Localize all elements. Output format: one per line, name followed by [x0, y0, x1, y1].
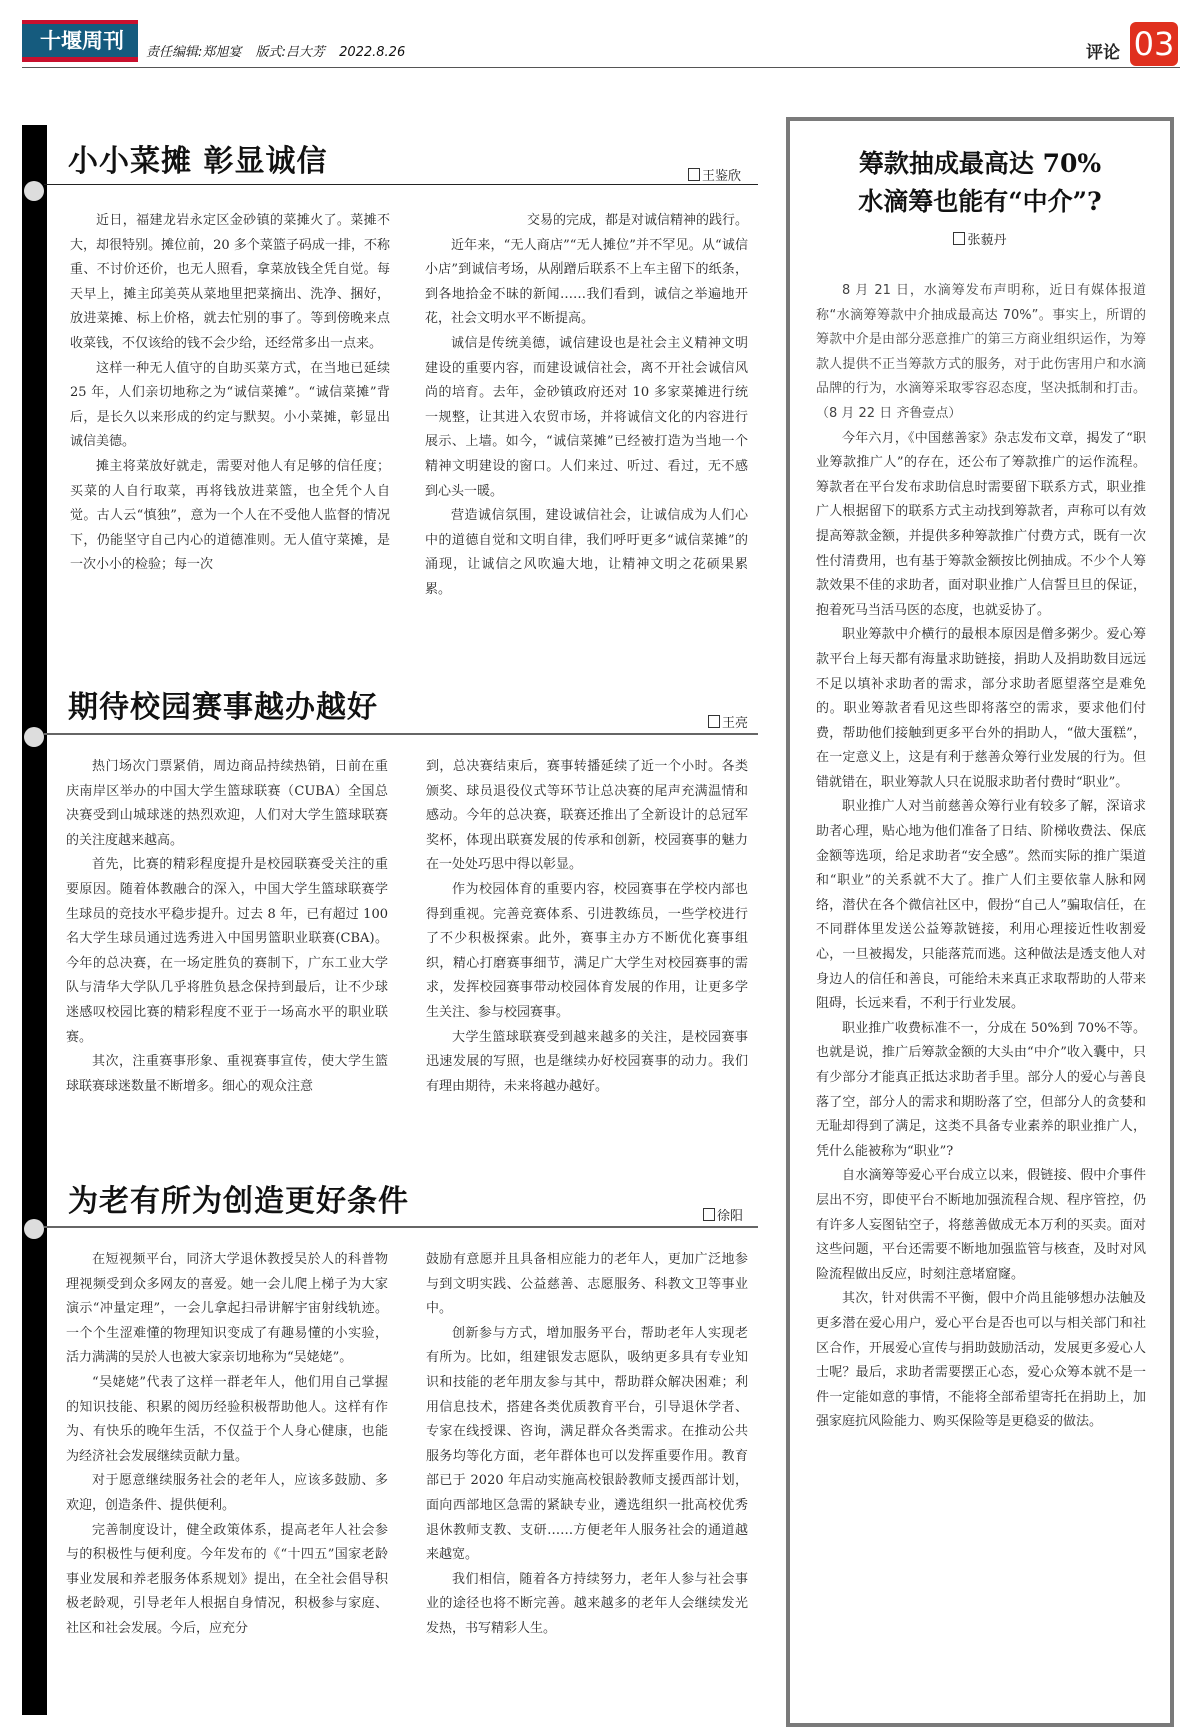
bullet-dot-icon [24, 181, 44, 201]
paragraph: 大学生篮球联赛受到越来越多的关注，是校园赛事迅速发展的写照，也是继续办好校园赛事的动力。我们有理由期待，未来将越办越好。 [426, 1029, 748, 1094]
article-byline [688, 165, 741, 184]
layout-credit: 版式:吕大芳 [255, 45, 325, 60]
bullet-dot-icon [24, 727, 44, 747]
byline-box-icon [953, 232, 965, 245]
paragraph: 我们相信，随着各方持续努力，老年人参与社会事业的途径也将不断完善。越来越多的老年人会继续发光发热，书写精彩人生。 [426, 1571, 748, 1636]
article-byline [703, 1205, 743, 1224]
editor-credit: 责任编辑:郑旭宴 [146, 45, 242, 60]
sidebar-article [786, 117, 1174, 1727]
paragraph: 首先，比赛的精彩程度提升是校园联赛受关注的重要原因。随着体教融合的深入，中国大学生篮球联赛学生球员的竞技水平稳步提升。过去 8 年，已有超过 100 名大学生球员通过选秀进入中国男篮职业联赛(CBA)。今年的总决赛，在一场定胜负的赛制下，广东工业大学队与清华大学队几乎将胜负悬念保持到最后，让不少球迷感叹校园比赛的精彩程度不亚于一场高水平的职业联赛。 [66, 857, 388, 1045]
sidebar-body [816, 279, 1146, 1435]
paragraph: 自水滴筹等爱心平台成立以来，假链接、假中介事件层出不穷，即使平台不断地加强流程合规、程序管控，仍有许多人妄图钻空子，将慈善做成无本万利的买卖。面对这些问题，平台还需要不断地加强监管与核查，及时对风险流程做出反应，时刻注意堵窟窿。 [816, 1168, 1146, 1282]
paragraph: 鼓励有意愿并且具备相应能力的老年人，更加广泛地参与到文明实践、公益慈善、志愿服务、科教文卫等事业中。 [426, 1252, 748, 1317]
paragraph: 近年来，“无人商店”“无人摊位”并不罕见。从“诚信小店”到诚信考场，从剐蹭后联系不上车主留下的纸条，到各地拾金不昧的新闻……我们看到，诚信之举遍地开花，社会文明水平不断提高。 [425, 237, 748, 327]
lead-paragraph: 8 月 21 日，水滴筹发布声明称，近日有媒体报道称“水滴筹筹款中介抽成最高达 70%”。事实上，所谓的筹款中介是由部分恶意推广的第三方商业组织运作，为筹款人提供不正当筹款方式的服务，对于此伤害用户和水滴品牌的行为，水滴筹采取零容忍态度，坚决抵制和打击。（8 月 22 日 齐鲁壹点） [816, 283, 1146, 421]
article-title: 为老有所为创造更好条件 [68, 1184, 409, 1219]
page-number-badge: 03 [1130, 22, 1178, 66]
article-column [426, 1248, 748, 1642]
paragraph: 对于愿意继续服务社会的老年人，应该多鼓励、多欢迎，创造条件、提供便利。 [66, 1473, 388, 1513]
sidebar-title-line: 水滴筹也能有“中介”? [858, 187, 1102, 216]
issue-date: 2022.8.26 [339, 45, 406, 60]
paragraph: 交易的完成，都是对诚信精神的践行。 [526, 213, 748, 228]
paragraph: 诚信是传统美德，诚信建设也是社会主义精神文明建设的重要内容，而建设诚信社会，离不开社会诚信风尚的培育。去年，金砂镇政府还对 10 多家菜摊进行统一规整，让其进入农贸市场，并将诚信文化的内容进行展示、上墙。如今，“诚信菜摊”已经被打造为当地一个精神文明建设的窗口。人们来过、听过、看过，无不感到心头一暖。 [425, 335, 748, 499]
paragraph: 热门场次门票紧俏，周边商品持续热销，日前在重庆南岸区举办的中国大学生篮球联赛（CUBA）全国总决赛受到山城球迷的热烈欢迎，人们对大学生篮球联赛的关注度越来越高。 [66, 759, 388, 848]
paragraph: “吴姥姥”代表了这样一群老年人，他们用自己掌握的知识技能、积累的阅历经验积极帮助他人。这样有作为、有快乐的晚年生活，不仅益于个人身心健康，也能为经济社会发展继续贡献力量。 [66, 1374, 388, 1464]
paragraph: 营造诚信氛围，建设诚信社会，让诚信成为人们心中的道德自觉和文明自律，我们呼吁更多“诚信菜摊”的涌现，让诚信之风吹遍大地，让精神文明之花硕果累累。 [425, 508, 748, 597]
masthead-title: 十堰周刊 [22, 24, 138, 57]
paragraph: 其次，注重赛事形象、重视赛事宣传，使大学生篮球联赛球迷数量不断增多。细心的观众注意 [66, 1054, 388, 1094]
paragraph: 职业筹款中介横行的最根本原因是僧多粥少。爱心筹款平台上每天都有海量求助链接，捐助人及捐助数目远远不足以填补求助者的需求，部分求助者愿望落空是难免的。职业筹款者看见这些即将落空的需求，要求他们付费，帮助他们接触到更多平台外的捐助人，“做大蛋糕”，在一定意义上，这是有利于慈善众筹行业发展的行为。但错就错在，职业筹款人只在说服求助者付费时“职业”。 [816, 627, 1146, 790]
paragraph: 近日，福建龙岩永定区金砂镇的菜摊火了。菜摊不大，却很特别。摊位前，20 多个菜篮子码成一排，不称重、不讨价还价，也无人照看，拿菜放钱全凭自觉。每天早上，摊主邱美英从菜地里把菜摘出、洗净、捆好，放进菜摊、标上价格，就去忙别的事了。等到傍晚来点收菜钱，不仅该给的钱不会少给，还经常多出一点来。 [70, 213, 390, 351]
paragraph: 其次，针对供需不平衡，假中介尚且能够想办法触及更多潜在爱心用户，爱心平台是否也可以与相关部门和社区合作，开展爱心宣传与捐助鼓励活动，发展更多爱心人士呢？最后，求助者需要摆正心态，爱心众筹本就不是一件一定能如意的事情，不能将全部希望寄托在捐助上，加强家庭抗风险能力、购买保险等是更稳妥的做法。 [816, 1291, 1146, 1430]
paragraph: 完善制度设计，健全政策体系，提高老年人社会参与的积极性与便利度。今年发布的《“十四五”国家老龄事业发展和养老服务体系规划》提出，在全社会倡导积极老龄观，引导老年人根据自身情况，积极参与家庭、社区和社会发展。今后，应充分 [66, 1522, 388, 1636]
paragraph: 在短视频平台，同济大学退休教授吴於人的科普物理视频受到众多网友的喜爱。她一会儿爬上梯子为大家演示“冲量定理”，一会儿拿起扫帚讲解宇宙射线轨迹。一个个生涩难懂的物理知识变成了有趣易懂的小实验，活力满满的吴於人也被大家亲切地称为“吴姥姥”。 [66, 1252, 388, 1366]
paragraph: 今年六月，《中国慈善家》杂志发布文章，揭发了“职业筹款推广人”的存在，还公布了筹款推广的运作流程。筹款者在平台发布求助信息时需要留下联系方式，职业推广人根据留下的联系方式主动找到筹款者，声称可以有效提高筹款金额，并提供多种筹款推广付费方式，既有一次性付清费用，也有基于筹款金额按比例抽成。不少个人筹款效果不佳的求助者，面对职业推广人信誓旦旦的保证，抱着死马当活马医的态度，也就妥协了。 [816, 430, 1146, 618]
article-column [70, 209, 390, 578]
author-name: 王亮 [722, 716, 749, 731]
article-column [425, 209, 748, 603]
article-byline [708, 712, 748, 731]
article-column [426, 755, 748, 1099]
article-column [66, 755, 388, 1099]
paragraph: 作为校园体育的重要内容，校园赛事在学校内部也得到重视。完善竞赛体系、引进教练员，一些学校进行了不少积极探索。此外，赛事主办方不断优化赛事组织，精心打磨赛事细节，满足广大学生对校园赛事的需求，发挥校园赛事带动校园体育发展的作用，让更多学生关注、参与校园赛事。 [426, 881, 748, 1020]
byline-box-icon [703, 1208, 715, 1221]
author-name: 王鉴欣 [702, 169, 742, 184]
credits [146, 41, 415, 60]
paragraph: 职业推广收费标准不一，分成在 50%到 70%不等。也就是说，推广后筹款金额的大头由“中介”收入囊中，只有少部分才能真正抵达求助者手里。部分人的爱心与善良落了空，部分人的需求和期盼落了空，但部分人的贪婪和无耻却得到了满足，这类不具备专业素养的职业推广人，凭什么能被称为“职业”? [816, 1020, 1146, 1159]
masthead-logo [22, 20, 138, 62]
title-divider [44, 184, 758, 185]
article-column [66, 1248, 388, 1642]
bullet-dot-icon [24, 1219, 44, 1239]
title-divider [44, 733, 758, 735]
paragraph: 这样一种无人值守的自助买菜方式，在当地已延续 25 年，人们亲切地称之为“诚信菜摊”。“诚信菜摊”背后，是长久以来形成的约定与默契。小小菜摊，彰显出诚信美德。 [70, 360, 390, 450]
byline-box-icon [688, 168, 700, 181]
section-label: 评论 [1086, 43, 1120, 63]
article-title: 期待校园赛事越办越好 [68, 690, 378, 725]
sidebar-byline [790, 229, 1170, 248]
author-name: 徐阳 [717, 1209, 744, 1224]
sidebar-title-line: 筹款抽成最高达 70% [858, 149, 1102, 178]
author-name: 张藐丹 [967, 233, 1007, 248]
header-divider [22, 67, 1180, 68]
left-accent-bar [22, 125, 47, 1715]
paragraph: 到，总决赛结束后，赛事转播延续了近一个小时。各类颁奖、球员退役仪式等环节让总决赛的尾声充满温情和感动。今年的总决赛，联赛还推出了全新设计的总冠军奖杯，体现出联赛发展的传承和创新，校园赛事的魅力在一处处巧思中得以彰显。 [426, 759, 748, 873]
title-divider [44, 1226, 758, 1228]
byline-box-icon [708, 715, 720, 728]
article-title: 小小菜摊 彰显诚信 [68, 144, 328, 179]
paragraph: 摊主将菜放好就走，需要对他人有足够的信任度；买菜的人自行取菜，再将钱放进菜篮，也全凭个人自觉。古人云“慎独”，意为一个人在不受他人监督的情况下，仍能坚守自己内心的道德准则。无人值守菜摊，是一次小小的检验；每一次 [70, 458, 390, 573]
sidebar-title [790, 145, 1170, 221]
paragraph: 创新参与方式，增加服务平台，帮助老年人实现老有所为。比如，组建银发志愿队，吸纳更多具有专业知识和技能的老年朋友参与其中，帮助群众解决困难；利用信息技术，搭建各类优质教育平台，引导退休学者、专家在线授课、咨询，满足群众各类需求。在推动公共服务均等化方面，老年群体也可以发挥重要作用。教育部已于 2020 年启动实施高校银龄教师支援西部计划，面向西部地区急需的紧缺专业，遴选组织一批高校优秀退休教师支教、支研……方便老年人服务社会的通道越来越宽。 [426, 1325, 748, 1563]
paragraph: 职业推广人对当前慈善众筹行业有较多了解，深谙求助者心理，贴心地为他们准备了日结、阶梯收费法、保底金额等选项，给足求助者“安全感”。然而实际的推广渠道和“职业”的关系就不大了。推广人们主要依靠人脉和网络，潜伏在各个微信社区中，假扮“自己人”骗取信任，在不同群体里发送公益筹款链接，利用心理接近性收割爱心，一旦被揭发，只能落荒而逃。这种做法是透支他人对身边人的信任和善良，可能给未来真正求取帮助的人带来阻碍，长远来看，不利于行业发展。 [816, 799, 1146, 1012]
